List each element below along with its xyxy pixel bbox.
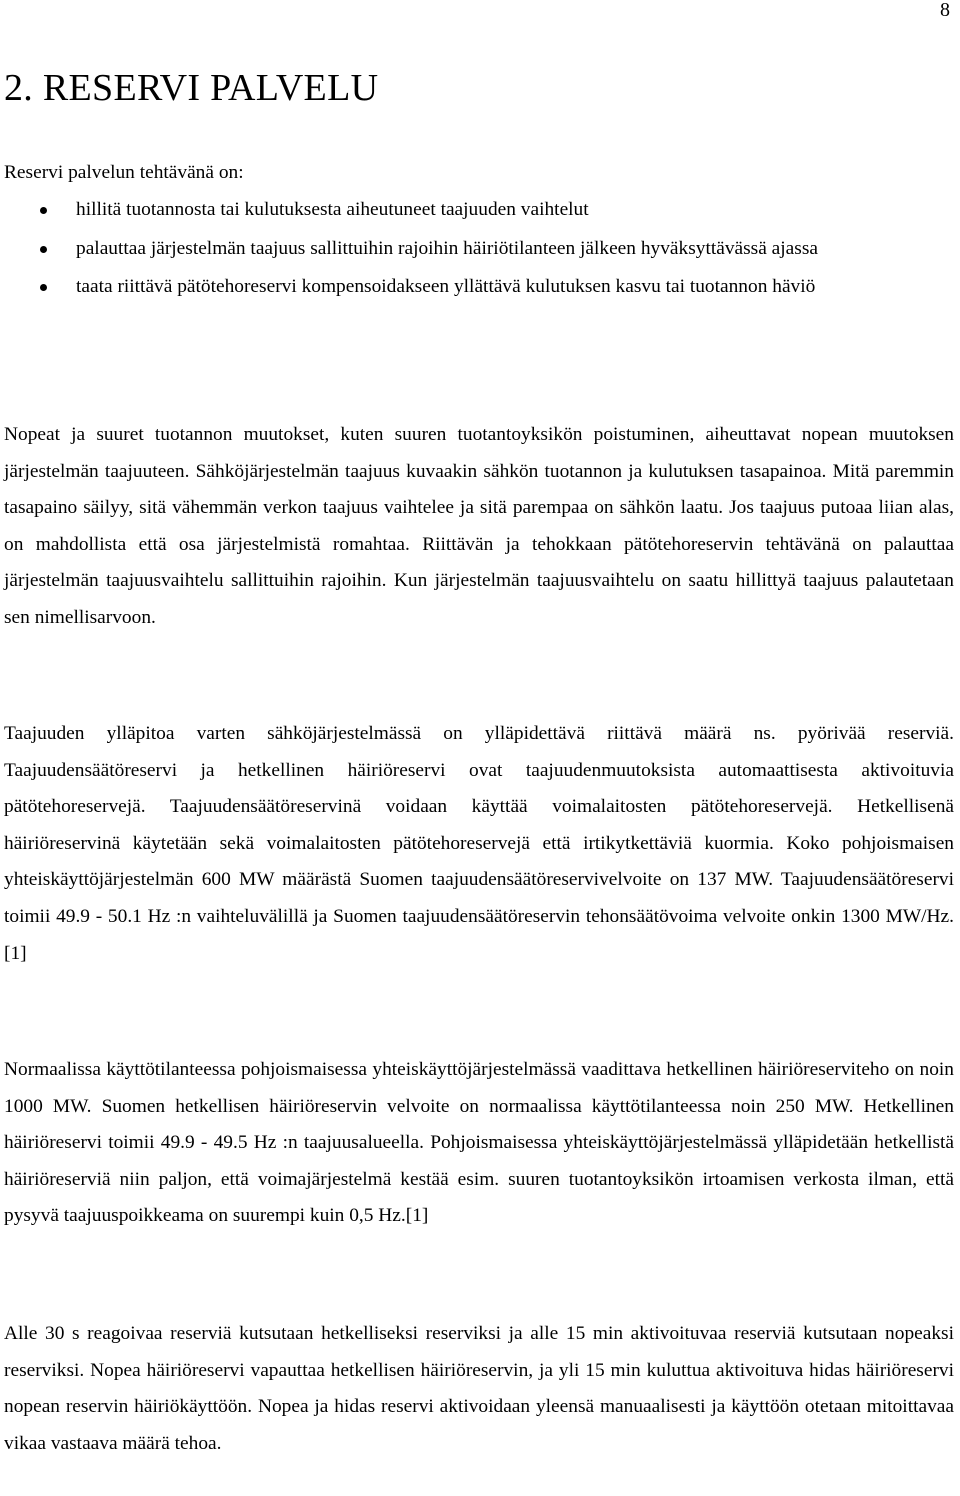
page-number: 8 xyxy=(940,0,950,21)
paragraph-text: Taajuuden ylläpitoa varten sähköjärjestelmässä on ylläpidettävä riittävä määrä ns. pyörivää reserviä. Taajuudensäätöreservi ja hetkellinen häiriöreservi ovat taajuudenmuutoksista automaattisesta aktivoituvia pätötehoreservejä. Taajuudensäätöreservinä voidaan käyttää voimalaitosten pätötehoreservejä. Hetkellisenä häiriöreservinä käytetään sekä voimalaitosten pätötehoreservejä että irtikytkettäviä kuormia. Koko pohjoismaisen yhteiskäyttöjärjestelmän 600 MW määrästä Suomen taajuudensäätöreservivelvoite on 137 MW. Taajuudensäätöreservi toimii 49.9 - 50.1 Hz :n vaihteluvälillä ja Suomen taajuudensäätöreservin tehonsäätövoima velvoite onkin 1300 MW/Hz.[1] xyxy=(4,723,954,964)
bullet-icon xyxy=(40,246,47,253)
paragraph xyxy=(4,1316,954,1462)
paragraph-text: Nopeat ja suuret tuotannon muutokset, kuten suuren tuotantoyksikön poistuminen, aiheuttavat nopean muutoksen järjestelmän taajuuteen. Sähköjärjestelmän taajuus kuvaakin sähkön tuotannon ja kulutuksen tasapainoa. Mitä paremmin tasapaino säilyy, sitä vähemmän verkon taajuus vaihtelee ja sitä parempaa on sähkön laatu. Jos taajuus putoaa liian alas, on mahdollista että osa järjestelmistä romahtaa. Riittävän ja tehokkaan pätötehoreservin tehtävänä on palauttaa järjestelmän taajuusvaihtelu sallittuihin rajoihin. Kun järjestelmän taajuusvaihtelu on saatu hillittyä taajuus palautetaan sen nimellisarvoon. xyxy=(4,424,954,628)
paragraph-text: Normaalissa käyttötilanteessa pohjoismaisessa yhteiskäyttöjärjestelmässä vaadittava hetkellinen häiriöreserviteho on noin 1000 MW. Suomen hetkellisen häiriöreservin velvoite on normaalissa käyttötilanteessa noin 250 MW. Hetkellinen häiriöreservi toimii 49.9 - 49.5 Hz :n taajuusalueella. Pohjoismaisessa yhteiskäyttöjärjestelmässä ylläpidetään hetkellistä häiriöreserviä niin paljon, että voimajärjestelmä kestää esim. suuren tuotantoyksikön irtoamisen verkosta ilman, että pysyvä taajuuspoikkeama on suurempi kuin 0,5 Hz.[1] xyxy=(4,1059,954,1227)
bullet-icon xyxy=(40,207,47,214)
intro-text: Reservi palvelun tehtävänä on: xyxy=(4,162,244,183)
section-heading: 2. RESERVI PALVELU xyxy=(4,67,379,109)
list-item-text: palauttaa järjestelmän taajuus sallittuihin rajoihin häiriötilanteen jälkeen hyväksyttävässä ajassa xyxy=(76,237,818,259)
bullet-list xyxy=(4,192,944,308)
paragraph xyxy=(4,716,954,972)
list-item xyxy=(4,192,944,229)
paragraph xyxy=(4,1052,954,1235)
paragraph-text: Alle 30 s reagoivaa reserviä kutsutaan hetkelliseksi reserviksi ja alle 15 min aktivoituvaa reserviä kutsutaan nopeaksi reserviksi. Nopea häiriöreservi vapauttaa hetkellisen häiriöreservin, ja yli 15 min kuluttua aktivoituva hidas häiriöreservi nopean reservin häiriökäyttöön. Nopea ja hidas reservi aktivoidaan yleensä manuaalisesti ja käyttöön otetaan mitoittavaa vikaa vastaava määrä tehoa. xyxy=(4,1323,954,1454)
list-item-text: taata riittävä pätötehoreservi kompensoidakseen yllättävä kulutuksen kasvu tai tuotannon häviö xyxy=(76,276,816,298)
paragraph xyxy=(4,417,954,637)
list-item-text: hillitä tuotannosta tai kulutuksesta aiheutuneet taajuuden vaihtelut xyxy=(76,199,589,220)
bullet-icon xyxy=(40,284,47,291)
list-item xyxy=(4,231,944,268)
list-item xyxy=(4,269,944,306)
